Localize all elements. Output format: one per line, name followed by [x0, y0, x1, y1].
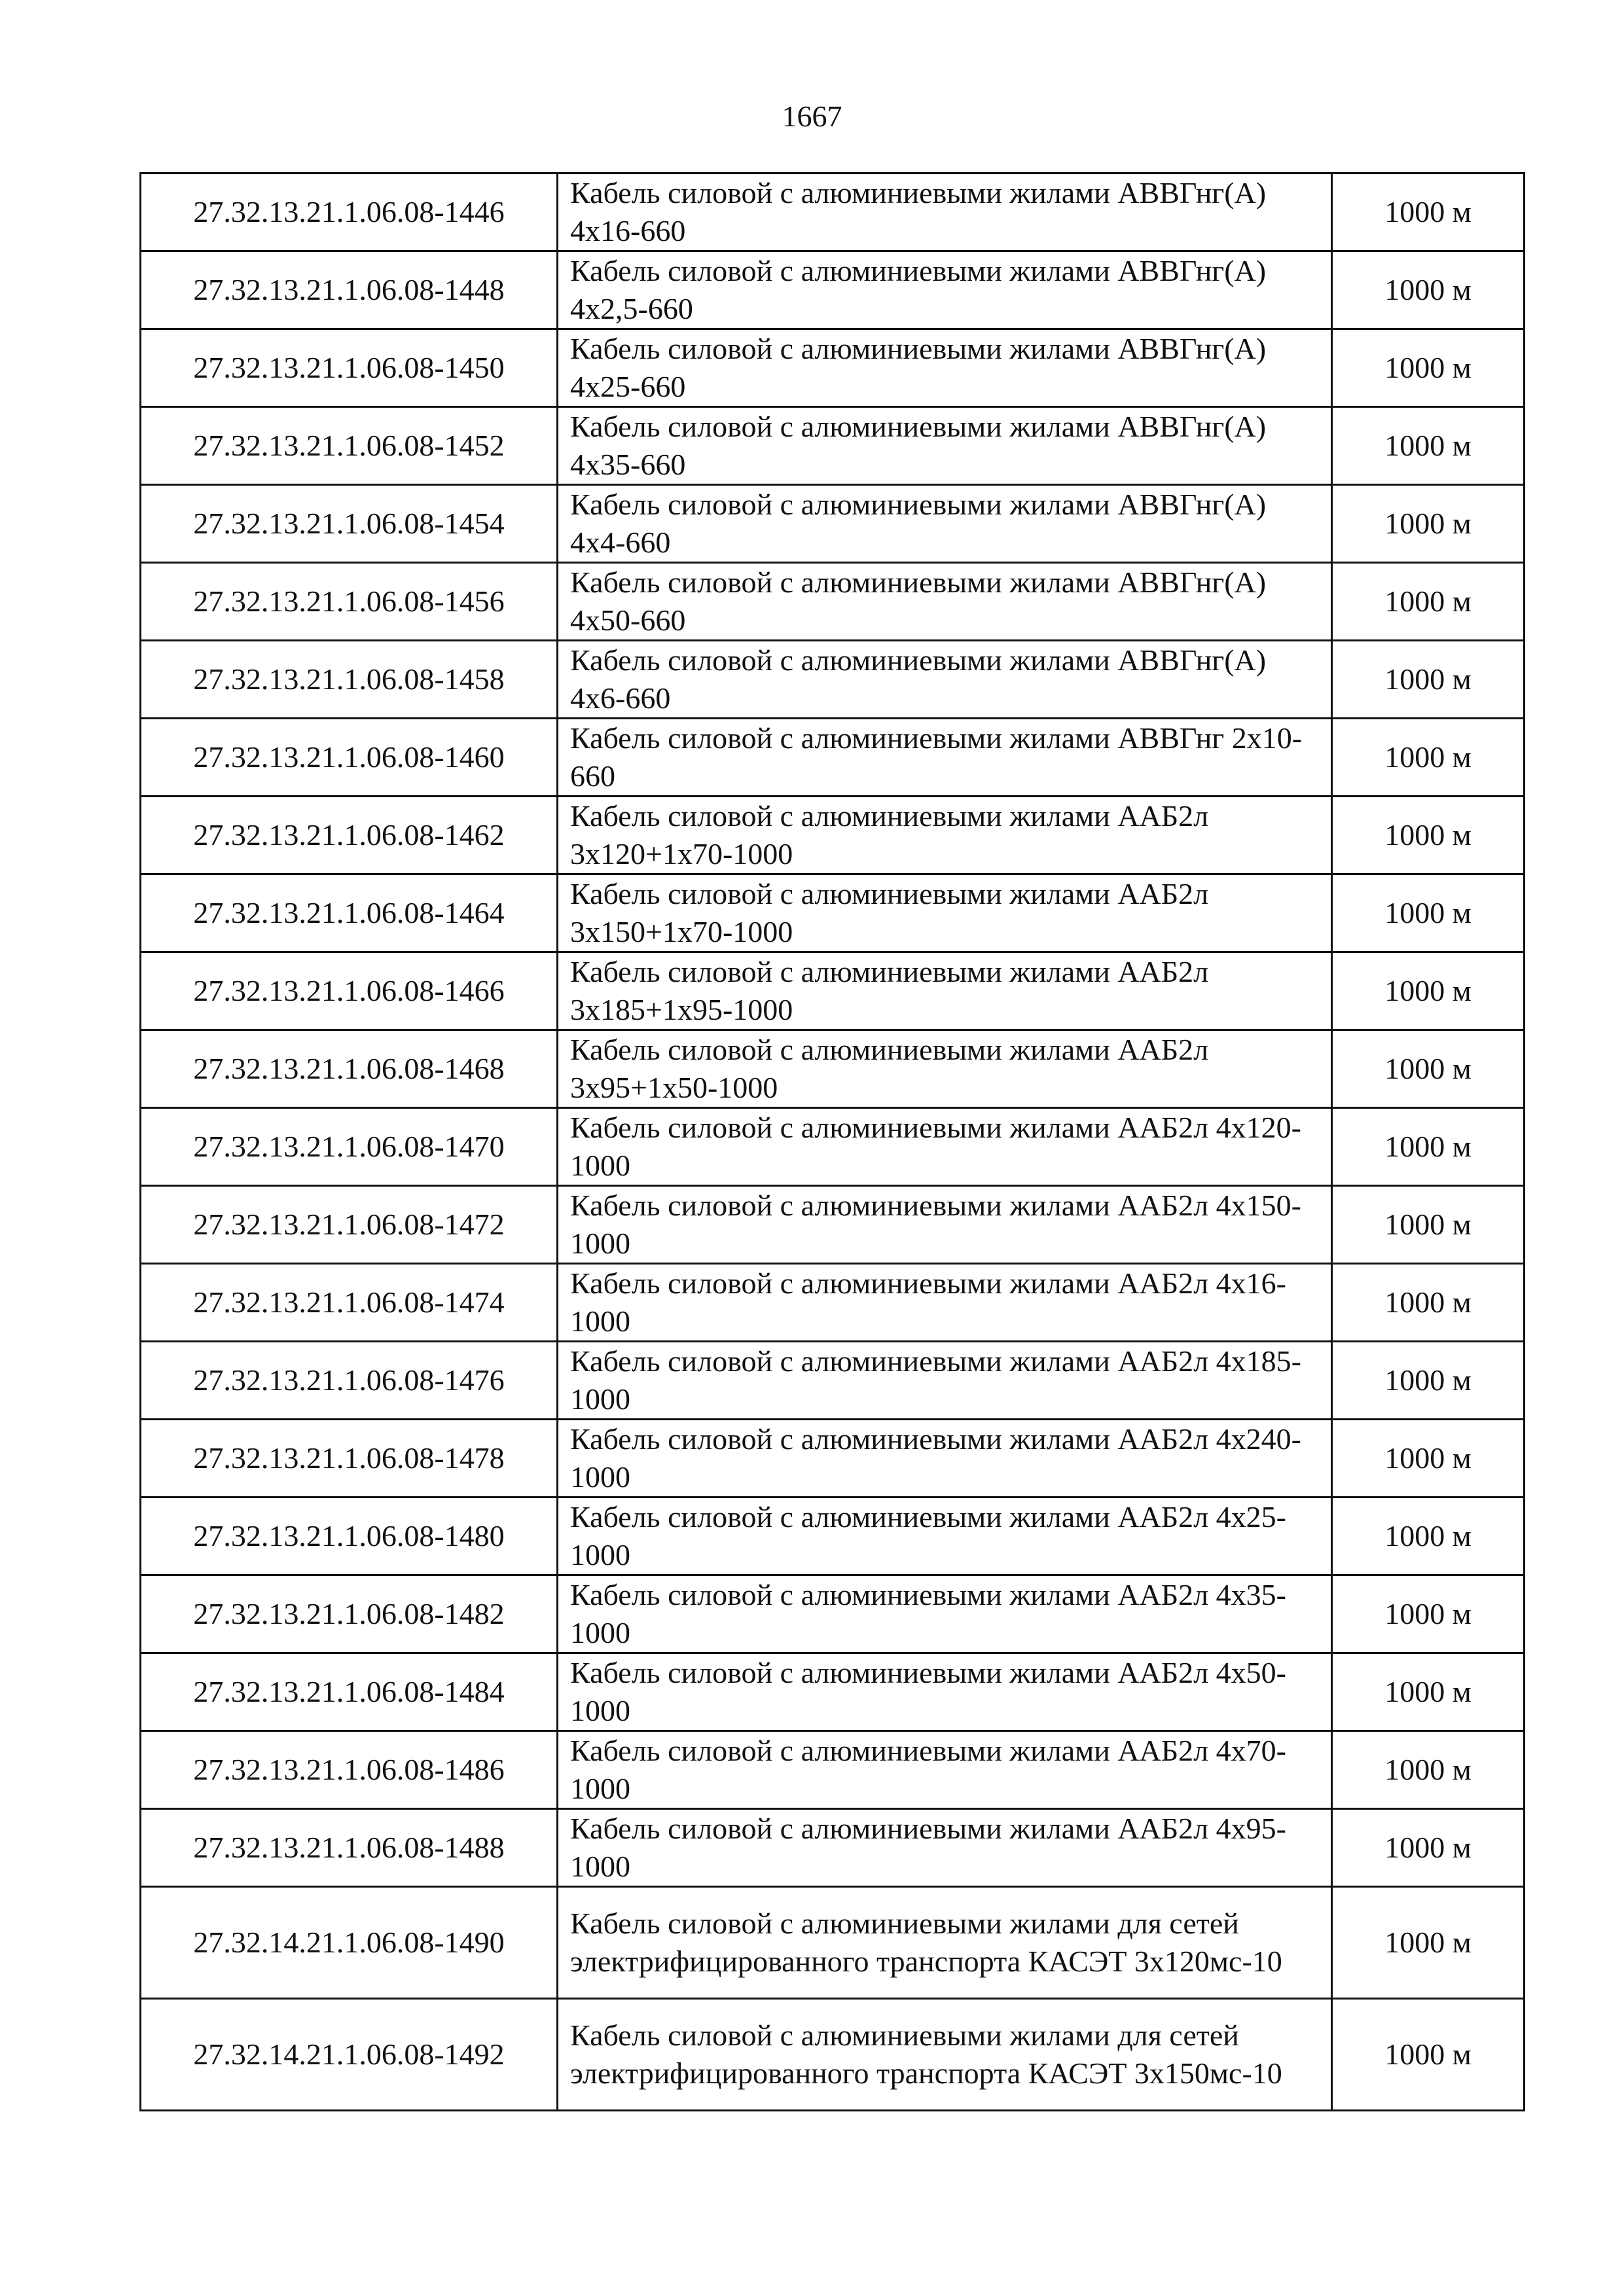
resource-code: 27.32.13.21.1.06.08-1468 [141, 1030, 558, 1108]
resource-code: 27.32.13.21.1.06.08-1466 [141, 952, 558, 1030]
resource-name: Кабель силовой с алюминиевыми жилами АВВГнг 2х10-660 [558, 719, 1332, 797]
resource-code: 27.32.13.21.1.06.08-1472 [141, 1186, 558, 1264]
table-row [141, 1731, 1525, 1809]
resource-code: 27.32.13.21.1.06.08-1470 [141, 1108, 558, 1186]
resource-unit: 1000 м [1332, 1731, 1525, 1809]
table-row [141, 952, 1525, 1030]
resource-unit: 1000 м [1332, 952, 1525, 1030]
table-row [141, 1186, 1525, 1264]
resource-unit: 1000 м [1332, 874, 1525, 952]
resource-code: 27.32.13.21.1.06.08-1450 [141, 329, 558, 407]
resource-name: Кабель силовой с алюминиевыми жилами ААБ2л 4х70-1000 [558, 1731, 1332, 1809]
resource-code: 27.32.13.21.1.06.08-1486 [141, 1731, 558, 1809]
table-row [141, 251, 1525, 329]
resource-name: Кабель силовой с алюминиевыми жилами ААБ2л 3х150+1х70-1000 [558, 874, 1332, 952]
table-row [141, 173, 1525, 251]
resource-name: Кабель силовой с алюминиевыми жилами АВВГнг(А) 4х6-660 [558, 641, 1332, 719]
resource-unit: 1000 м [1332, 1030, 1525, 1108]
resource-name: Кабель силовой с алюминиевыми жилами ААБ2л 4х240-1000 [558, 1420, 1332, 1498]
table-row [141, 563, 1525, 641]
resource-name: Кабель силовой с алюминиевыми жилами ААБ2л 4х50-1000 [558, 1653, 1332, 1731]
resource-name: Кабель силовой с алюминиевыми жилами ААБ2л 4х185-1000 [558, 1342, 1332, 1420]
table-row [141, 1809, 1525, 1887]
resource-unit: 1000 м [1332, 1498, 1525, 1575]
resource-code: 27.32.13.21.1.06.08-1480 [141, 1498, 558, 1575]
resource-unit: 1000 м [1332, 1342, 1525, 1420]
resource-unit: 1000 м [1332, 1809, 1525, 1887]
table-row [141, 874, 1525, 952]
resource-unit: 1000 м [1332, 485, 1525, 563]
table-row [141, 641, 1525, 719]
resource-unit: 1000 м [1332, 1264, 1525, 1342]
table-row [141, 1498, 1525, 1575]
resource-unit: 1000 м [1332, 329, 1525, 407]
resource-code: 27.32.13.21.1.06.08-1476 [141, 1342, 558, 1420]
resource-unit: 1000 м [1332, 563, 1525, 641]
resource-code: 27.32.14.21.1.06.08-1492 [141, 1999, 558, 2111]
page-number: 1667 [782, 99, 842, 133]
table-row [141, 1108, 1525, 1186]
table-row [141, 329, 1525, 407]
resource-name: Кабель силовой с алюминиевыми жилами ААБ2л 3х185+1х95-1000 [558, 952, 1332, 1030]
resource-name: Кабель силовой с алюминиевыми жилами ААБ2л 4х120-1000 [558, 1108, 1332, 1186]
table-row [141, 1342, 1525, 1420]
table-row [141, 485, 1525, 563]
resource-name: Кабель силовой с алюминиевыми жилами ААБ2л 4х95-1000 [558, 1809, 1332, 1887]
resource-code: 27.32.13.21.1.06.08-1484 [141, 1653, 558, 1731]
table-row [141, 1420, 1525, 1498]
table-row [141, 1999, 1525, 2111]
resource-name: Кабель силовой с алюминиевыми жилами АВВГнг(А) 4х4-660 [558, 485, 1332, 563]
table-row [141, 1575, 1525, 1653]
table-row [141, 1030, 1525, 1108]
resource-unit: 1000 м [1332, 641, 1525, 719]
resource-code: 27.32.13.21.1.06.08-1448 [141, 251, 558, 329]
resource-unit: 1000 м [1332, 1108, 1525, 1186]
resource-name: Кабель силовой с алюминиевыми жилами ААБ2л 4х25-1000 [558, 1498, 1332, 1575]
resource-unit: 1000 м [1332, 173, 1525, 251]
resource-name: Кабель силовой с алюминиевыми жилами АВВГнг(А) 4х35-660 [558, 407, 1332, 485]
resource-name: Кабель силовой с алюминиевыми жилами ААБ2л 3х95+1х50-1000 [558, 1030, 1332, 1108]
resource-name: Кабель силовой с алюминиевыми жилами АВВГнг(А) 4х50-660 [558, 563, 1332, 641]
resource-unit: 1000 м [1332, 1887, 1525, 1999]
table-row [141, 719, 1525, 797]
table-row [141, 1653, 1525, 1731]
resource-unit: 1000 м [1332, 407, 1525, 485]
resource-table [139, 172, 1525, 2111]
resource-code: 27.32.13.21.1.06.08-1478 [141, 1420, 558, 1498]
resource-code: 27.32.13.21.1.06.08-1474 [141, 1264, 558, 1342]
resource-unit: 1000 м [1332, 1653, 1525, 1731]
resource-unit: 1000 м [1332, 1186, 1525, 1264]
resource-code: 27.32.13.21.1.06.08-1482 [141, 1575, 558, 1653]
table-row [141, 797, 1525, 874]
resource-name: Кабель силовой с алюминиевыми жилами ААБ2л 4х35-1000 [558, 1575, 1332, 1653]
resource-name: Кабель силовой с алюминиевыми жилами ААБ2л 4х150-1000 [558, 1186, 1332, 1264]
resource-code: 27.32.13.21.1.06.08-1456 [141, 563, 558, 641]
resource-unit: 1000 м [1332, 1420, 1525, 1498]
resource-name: Кабель силовой с алюминиевыми жилами ААБ2л 3х120+1х70-1000 [558, 797, 1332, 874]
resource-name: Кабель силовой с алюминиевыми жилами АВВГнг(А) 4х25-660 [558, 329, 1332, 407]
resource-code: 27.32.13.21.1.06.08-1454 [141, 485, 558, 563]
resource-code: 27.32.13.21.1.06.08-1462 [141, 797, 558, 874]
resource-name: Кабель силовой с алюминиевыми жилами АВВГнг(А) 4х2,5-660 [558, 251, 1332, 329]
resource-code: 27.32.13.21.1.06.08-1488 [141, 1809, 558, 1887]
table-row [141, 1264, 1525, 1342]
resource-code: 27.32.14.21.1.06.08-1490 [141, 1887, 558, 1999]
resource-unit: 1000 м [1332, 797, 1525, 874]
resource-code: 27.32.13.21.1.06.08-1464 [141, 874, 558, 952]
resource-name: Кабель силовой с алюминиевыми жилами АВВГнг(А) 4х16-660 [558, 173, 1332, 251]
resource-code: 27.32.13.21.1.06.08-1460 [141, 719, 558, 797]
resource-code: 27.32.13.21.1.06.08-1452 [141, 407, 558, 485]
resource-unit: 1000 м [1332, 1999, 1525, 2111]
resource-code: 27.32.13.21.1.06.08-1458 [141, 641, 558, 719]
resource-unit: 1000 м [1332, 251, 1525, 329]
resource-name: Кабель силовой с алюминиевыми жилами для сетей электрифицированного транспорта КАСЭТ 3х150мс-10 [558, 1999, 1332, 2111]
resource-unit: 1000 м [1332, 1575, 1525, 1653]
table-row [141, 407, 1525, 485]
resource-name: Кабель силовой с алюминиевыми жилами ААБ2л 4х16-1000 [558, 1264, 1332, 1342]
resource-code: 27.32.13.21.1.06.08-1446 [141, 173, 558, 251]
table-row [141, 1887, 1525, 1999]
resource-name: Кабель силовой с алюминиевыми жилами для сетей электрифицированного транспорта КАСЭТ 3х120мс-10 [558, 1887, 1332, 1999]
resource-unit: 1000 м [1332, 719, 1525, 797]
